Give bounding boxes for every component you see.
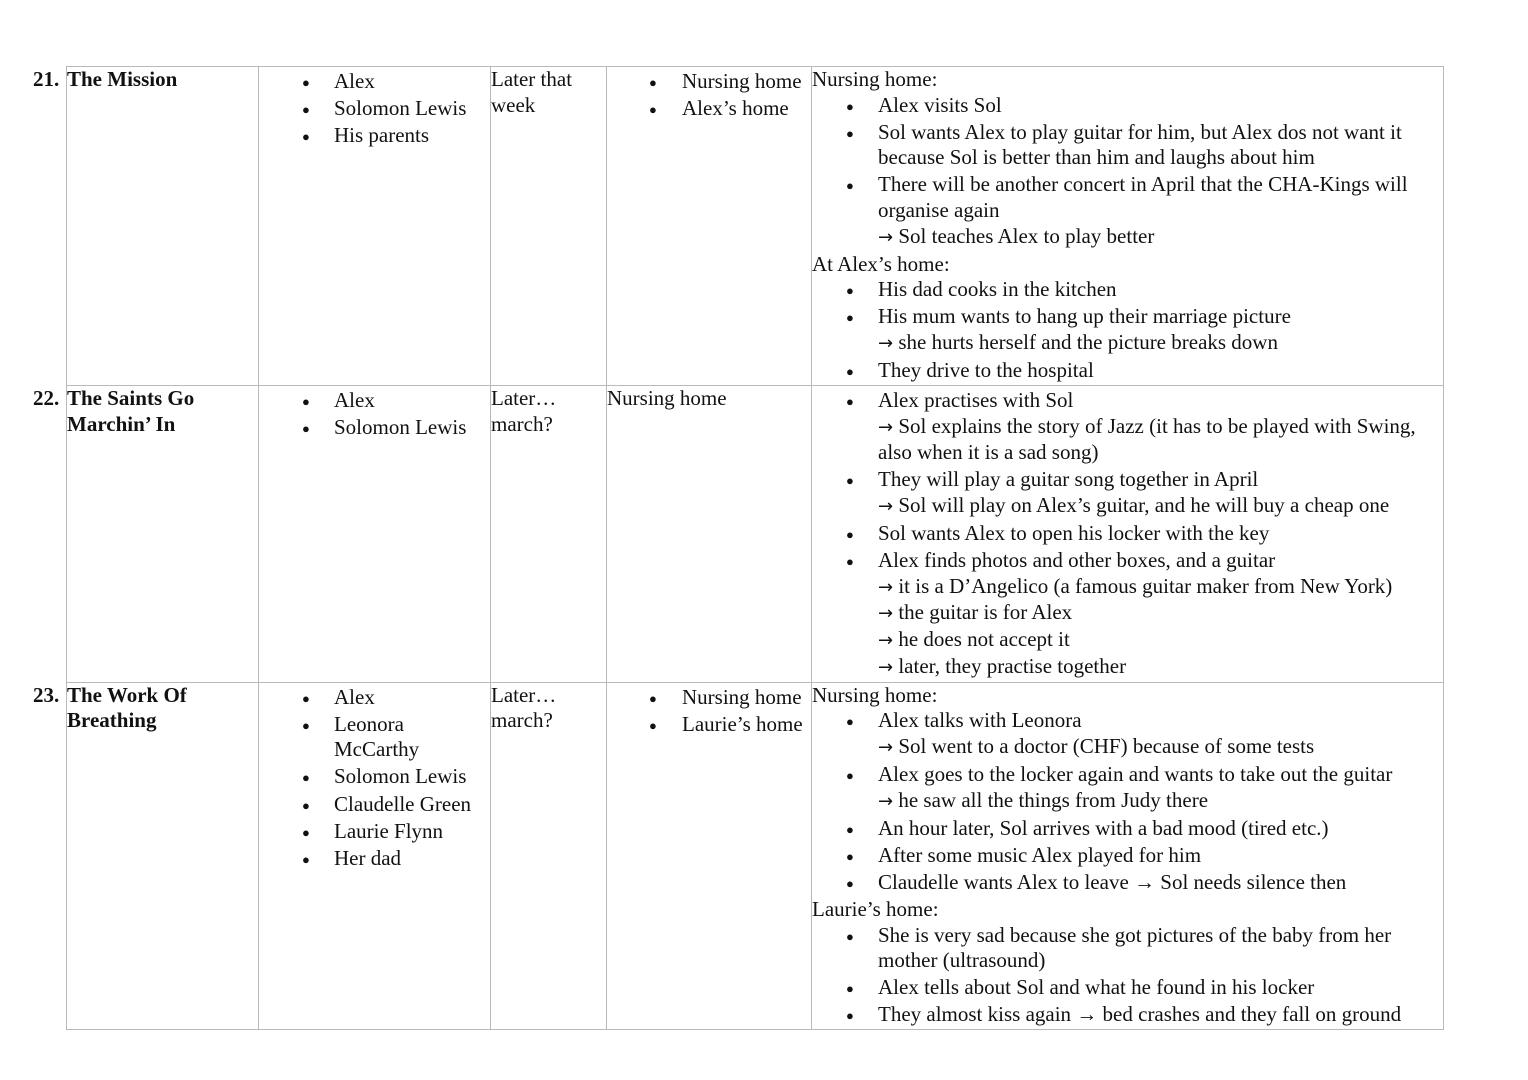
- time-cell: [491, 386, 607, 683]
- list-item: ● They will play a guitar song together in April → Sol will play on Alex’s guitar, and he will buy a cheap one: [812, 467, 1443, 519]
- list-item: ● Laurie’s home: [607, 712, 811, 738]
- characters-cell: [259, 67, 491, 386]
- list-item: ● Leonora McCarthy: [259, 712, 490, 763]
- place-cell: [607, 682, 812, 1030]
- events-list: [812, 277, 1443, 383]
- chapter-cell: [33, 386, 259, 683]
- characters-list: [259, 67, 490, 149]
- list-item: ● Her dad: [259, 846, 490, 872]
- events-list: [812, 708, 1443, 895]
- list-item: ● There will be another concert in April that the CHA-Kings will organise again → Sol teaches Alex to play better: [812, 172, 1443, 250]
- list-item: ● She is very sad because she got pictures of the baby from her mother (ultrasound): [812, 923, 1443, 974]
- arrow-icon: →: [878, 629, 894, 651]
- events-cell: [812, 386, 1444, 683]
- list-item: ● Alex’s home: [607, 96, 811, 122]
- chapter-summary-table: [33, 66, 1444, 1030]
- chapter-cell: [33, 682, 259, 1030]
- sub-point: → she hurts herself and the picture breaks down: [878, 329, 1278, 354]
- events-list: [812, 386, 1443, 680]
- list-item: ● After some music Alex played for him: [812, 843, 1443, 869]
- chapter-title: The Mission: [67, 67, 178, 91]
- characters-list: [259, 386, 490, 441]
- list-item: ● Alex practises with Sol → Sol explains the story of Jazz (it has to be played with Swing, also when it is a sad song): [812, 388, 1443, 466]
- events-list: [812, 93, 1443, 251]
- list-item: ● Solomon Lewis: [259, 764, 490, 790]
- chapter-number: 22.: [33, 386, 60, 411]
- events-cell: [812, 67, 1444, 386]
- sub-point: → Sol explains the story of Jazz (it has to be played with Swing, also when it is a sad song): [878, 413, 1416, 465]
- chapter-number: 23.: [33, 682, 60, 707]
- list-item: ● Alex visits Sol: [812, 93, 1443, 119]
- chapter-title: The Saints Go Marchin’ In: [67, 386, 195, 436]
- sub-point: → he saw all the things from Judy there: [878, 787, 1209, 812]
- list-item: ● Claudelle Green: [259, 792, 490, 818]
- list-item: ● Alex: [259, 388, 490, 414]
- place-text: Nursing home: [607, 386, 727, 411]
- list-item: ● They drive to the hospital: [812, 358, 1443, 384]
- place-cell: [607, 386, 812, 683]
- arrow-icon: →: [878, 603, 894, 625]
- time-text: Later that week: [491, 67, 573, 117]
- time-text: Later… march?: [491, 682, 557, 733]
- arrow-icon: →: [878, 576, 894, 598]
- table-row: [67, 67, 1444, 386]
- list-item: ● His dad cooks in the kitchen: [812, 277, 1443, 303]
- arrow-icon: →: [878, 226, 894, 248]
- events-list: [812, 923, 1443, 1028]
- arrow-icon: →: [878, 736, 894, 758]
- arrow-icon: →: [878, 496, 894, 517]
- place-cell: [607, 67, 812, 386]
- list-item: ● They almost kiss again → bed crashes and they fall on ground: [812, 1002, 1443, 1028]
- list-item: ● An hour later, Sol arrives with a bad mood (tired etc.): [812, 816, 1443, 842]
- list-item: ● Claudelle wants Alex to leave → Sol needs silence then: [812, 870, 1443, 896]
- list-item: ● Alex finds photos and other boxes, and a guitar → it is a D’Angelico (a famous guitar maker from New York) → the guitar is for Alex → he does not accept it → later, they practise together: [812, 548, 1443, 680]
- sub-point: → Sol went to a doctor (CHF) because of some tests: [878, 733, 1315, 758]
- list-item: ● Alex goes to the locker again and wants to take out the guitar → he saw all the things from Judy there: [812, 762, 1443, 814]
- list-item: ● Nursing home: [607, 685, 811, 711]
- characters-list: [259, 683, 490, 872]
- arrow-icon: →: [878, 656, 894, 678]
- list-item: ● Sol wants Alex to play guitar for him, but Alex dos not want it because Sol is better than him and laughs about him: [812, 120, 1443, 171]
- events-heading: Nursing home:: [812, 682, 938, 707]
- chapter-cell: [33, 67, 259, 386]
- list-item: ● Solomon Lewis: [259, 415, 490, 441]
- table-row: [67, 682, 1444, 1030]
- places-list: [607, 67, 811, 122]
- arrow-icon: →: [878, 416, 894, 438]
- sub-point: → it is a D’Angelico (a famous guitar maker from New York): [878, 573, 1393, 598]
- events-heading: At Alex’s home:: [812, 251, 950, 276]
- events-heading: Nursing home:: [812, 67, 938, 91]
- sub-point: → the guitar is for Alex: [878, 600, 1073, 625]
- chapter-title: The Work Of Breathing: [67, 682, 187, 733]
- arrow-icon: →: [878, 790, 894, 812]
- list-item: ● Nursing home: [607, 69, 811, 95]
- time-cell: [491, 67, 607, 386]
- table-row: [67, 386, 1444, 683]
- sub-point: → later, they practise together: [878, 653, 1127, 678]
- time-cell: [491, 682, 607, 1030]
- list-item: ● Alex talks with Leonora → Sol went to a doctor (CHF) because of some tests: [812, 708, 1443, 760]
- list-item: ● Alex: [259, 69, 490, 95]
- places-list: [607, 683, 811, 738]
- events-heading: Laurie’s home:: [812, 896, 939, 921]
- list-item: ● His parents: [259, 123, 490, 149]
- list-item: ● Alex: [259, 685, 490, 711]
- chapter-number: 21.: [33, 67, 60, 91]
- list-item: ● Solomon Lewis: [259, 96, 490, 122]
- sub-point: → Sol teaches Alex to play better: [878, 223, 1155, 248]
- characters-cell: [259, 386, 491, 683]
- events-cell: [812, 682, 1444, 1030]
- list-item: ● Laurie Flynn: [259, 819, 490, 845]
- list-item: ● Alex tells about Sol and what he found in his locker: [812, 975, 1443, 1001]
- time-text: Later… march?: [491, 386, 557, 436]
- list-item: ● Sol wants Alex to open his locker with the key: [812, 521, 1443, 547]
- arrow-icon: →: [878, 332, 894, 354]
- sub-point: → he does not accept it: [878, 626, 1070, 651]
- sub-point: → Sol will play on Alex’s guitar, and he will buy a cheap one: [878, 493, 1390, 517]
- list-item: ● His mum wants to hang up their marriage picture → she hurts herself and the picture breaks down: [812, 304, 1443, 356]
- characters-cell: [259, 682, 491, 1030]
